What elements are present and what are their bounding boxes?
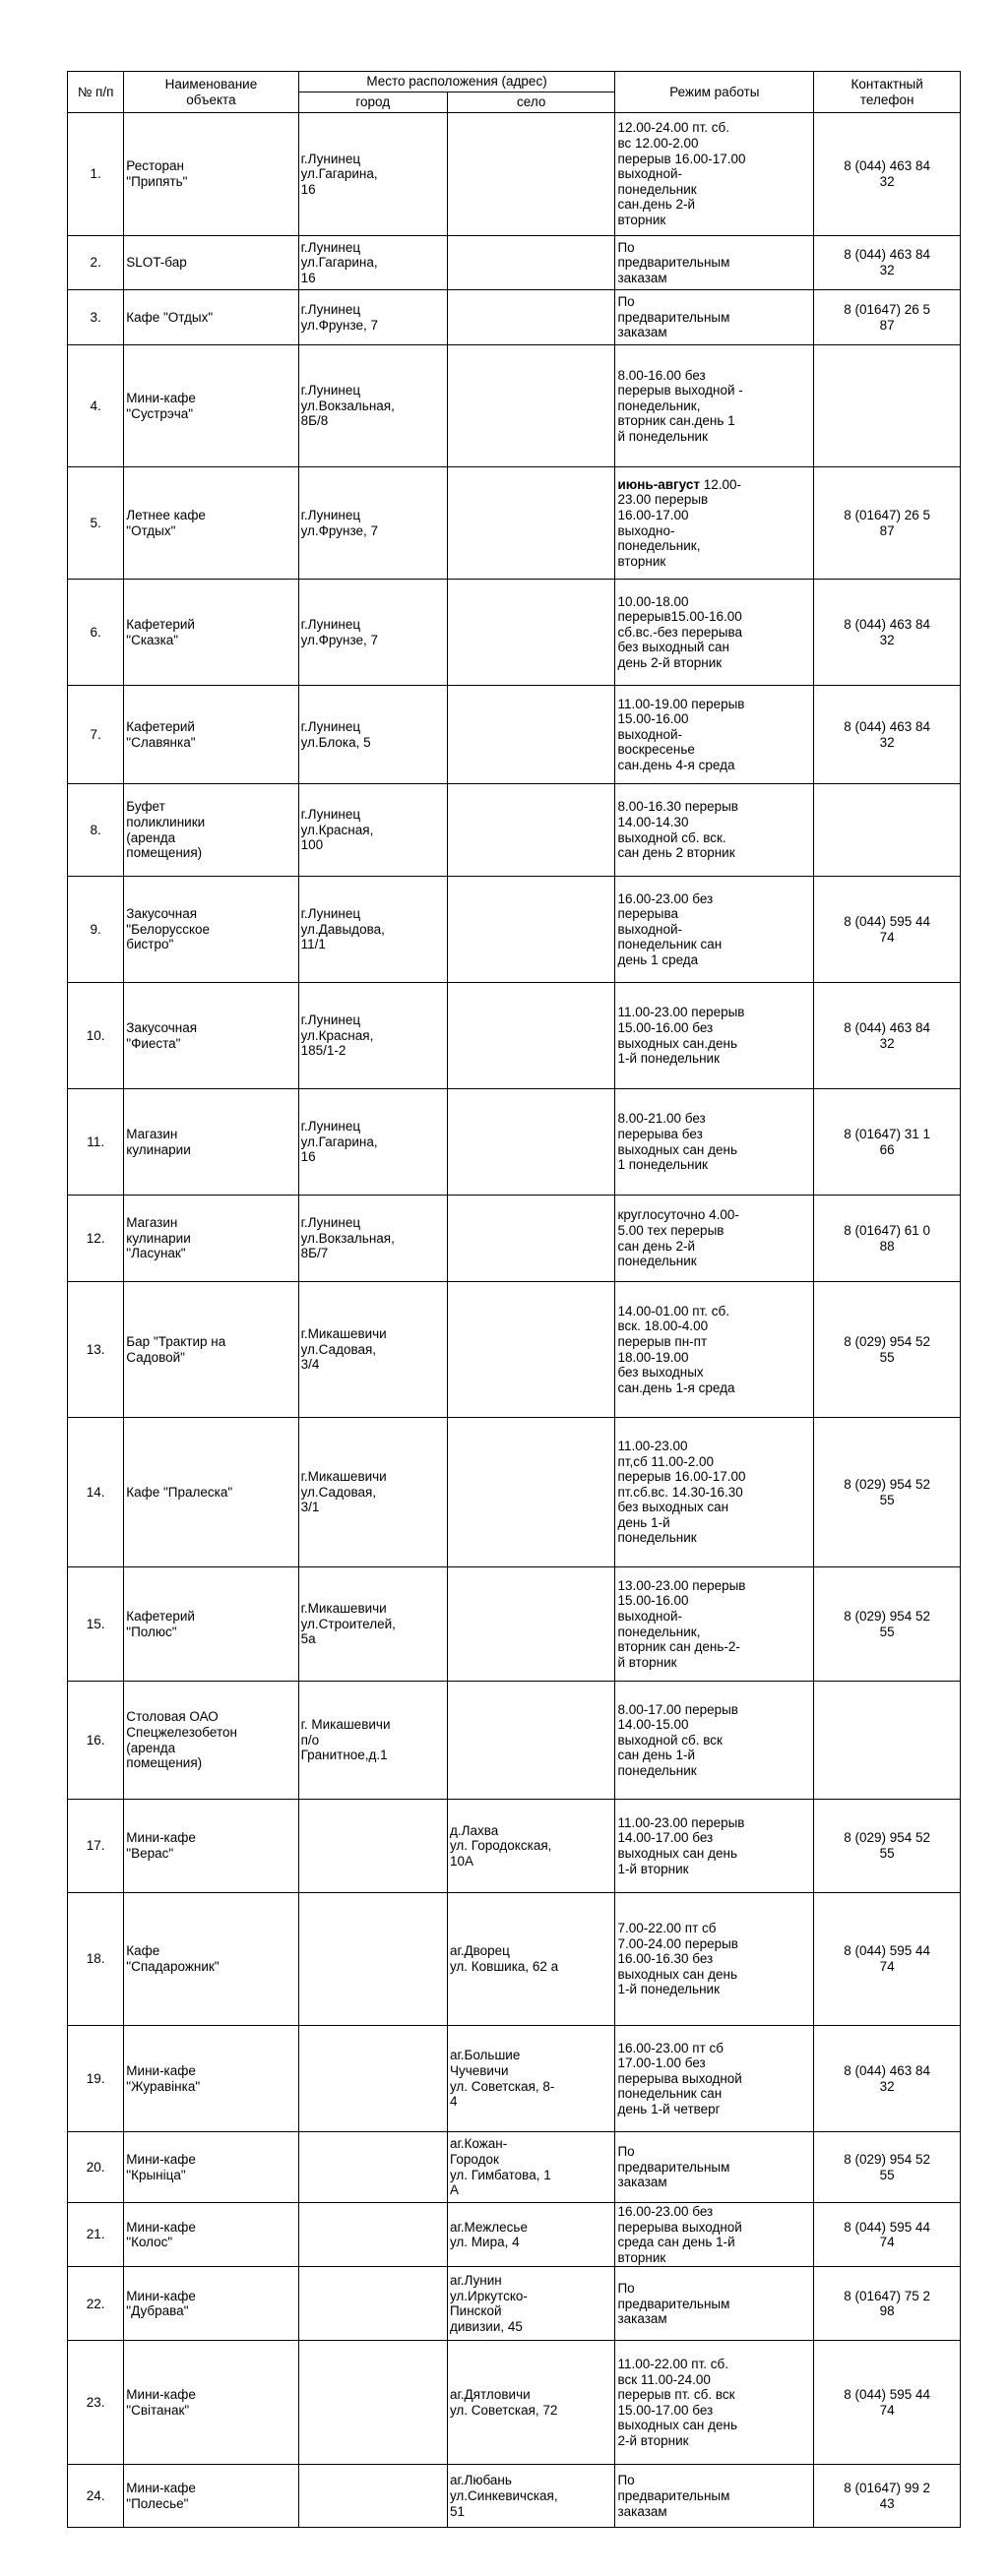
cell-schedule <box>615 877 814 983</box>
cell-village <box>447 686 615 784</box>
cell-village <box>447 113 615 236</box>
cell-num: 7. <box>68 686 124 784</box>
table-row <box>68 1567 961 1682</box>
cell-schedule <box>615 2465 814 2528</box>
cell-name: Мини-кафе "Верас" <box>124 1800 298 1893</box>
cell-village <box>447 1282 615 1418</box>
cell-num: 1. <box>68 113 124 236</box>
cell-city: г.Лунинец ул.Давыдова, 11/1 <box>298 877 447 983</box>
cell-name: Мини-кафе "Крыніца" <box>124 2132 298 2203</box>
cell-name: Мини-кафе "Колос" <box>124 2203 298 2267</box>
schedule-text: По предварительным заказам <box>617 294 730 340</box>
cell-name: Закусочная "Белорусское бистро" <box>124 877 298 983</box>
table-row <box>68 2203 961 2267</box>
cell-schedule <box>615 2341 814 2465</box>
header-schedule: Режим работы <box>615 72 814 113</box>
cell-num: 5. <box>68 467 124 580</box>
cell-village: д.Лахва ул. Городокская, 10А <box>447 1800 615 1893</box>
cell-phone: 8 (044) 595 44 74 <box>814 877 961 983</box>
cell-schedule <box>615 467 814 580</box>
cell-num: 9. <box>68 877 124 983</box>
cell-village <box>447 1567 615 1682</box>
cell-schedule <box>615 1567 814 1682</box>
cell-schedule <box>615 113 814 236</box>
cell-village <box>447 236 615 290</box>
cell-name: Магазин кулинарии <box>124 1089 298 1196</box>
cell-schedule <box>615 1800 814 1893</box>
schedule-text: По предварительным заказам <box>617 2144 730 2190</box>
cell-village <box>447 580 615 686</box>
cell-phone: 8 (01647) 61 0 88 <box>814 1196 961 1282</box>
schedule-text: 11.00-23.00 перерыв 14.00-17.00 без выходных сан день 1-й вторник <box>617 1814 745 1876</box>
schedule-season: июнь-август <box>617 476 700 492</box>
cell-num: 20. <box>68 2132 124 2203</box>
cell-phone: 8 (044) 595 44 74 <box>814 2341 961 2465</box>
cell-name: Столовая ОАО Спецжелезобетон (аренда помещения) <box>124 1682 298 1800</box>
cell-schedule <box>615 784 814 877</box>
cell-village: аг.Большие Чучевичи ул. Советская, 8- 4 <box>447 2026 615 2132</box>
schedule-text: 16.00-23.00 пт сб 17.00-1.00 без перерыва выходной понедельник сан день 1-й четверг <box>617 2040 742 2116</box>
table-row <box>68 1196 961 1282</box>
cell-num: 3. <box>68 290 124 345</box>
cell-num: 19. <box>68 2026 124 2132</box>
cell-name: Мини-кафе "Світанак" <box>124 2341 298 2465</box>
cell-village <box>447 983 615 1089</box>
table-row <box>68 2132 961 2203</box>
cell-phone: 8 (029) 954 52 55 <box>814 2132 961 2203</box>
cell-name: Мини-кафе "Полесье" <box>124 2465 298 2528</box>
cell-city: г.Лунинец ул.Гагарина, 16 <box>298 1089 447 1196</box>
cell-city <box>298 2132 447 2203</box>
cell-num: 2. <box>68 236 124 290</box>
cell-phone: 8 (01647) 75 2 98 <box>814 2267 961 2341</box>
table-row <box>68 113 961 236</box>
cell-city <box>298 2267 447 2341</box>
schedule-text: 10.00-18.00 перерыв15.00-16.00 сб.вс.-без перерыва без выходный сан день 2-й вторник <box>617 593 743 670</box>
schedule-text: 11.00-23.00 пт,сб 11.00-2.00 перерыв 16.00-17.00 пт.сб.вс. 14.30-16.30 без выходных сан день 1-й понедельник <box>617 1438 746 1546</box>
cell-name: Мини-кафе "Журавінка" <box>124 2026 298 2132</box>
cell-village <box>447 1418 615 1567</box>
table-row <box>68 290 961 345</box>
schedule-text: 11.00-23.00 перерыв 15.00-16.00 без выходных сан.день 1-й понедельник <box>617 1005 745 1067</box>
header-city: город <box>298 92 447 113</box>
cell-village: аг.Дворец ул. Ковшика, 62 а <box>447 1893 615 2026</box>
cell-name: Летнее кафе "Отдых" <box>124 467 298 580</box>
table-row <box>68 345 961 467</box>
cell-schedule <box>615 580 814 686</box>
table-row <box>68 1282 961 1418</box>
cell-schedule <box>615 2203 814 2267</box>
cell-schedule <box>615 1893 814 2026</box>
schedule-text: По предварительным заказам <box>617 2473 730 2519</box>
table-row <box>68 2341 961 2465</box>
header-row <box>68 72 961 92</box>
cell-num: 6. <box>68 580 124 686</box>
cell-name: Ресторан "Припять" <box>124 113 298 236</box>
cell-village: аг.Любань ул.Синкевичская, 51 <box>447 2465 615 2528</box>
cell-name: Кафетерий "Славянка" <box>124 686 298 784</box>
cell-name: Кафе "Спадарожник" <box>124 1893 298 2026</box>
cell-num: 11. <box>68 1089 124 1196</box>
cell-num: 15. <box>68 1567 124 1682</box>
cell-schedule <box>615 2267 814 2341</box>
cell-phone <box>814 1682 961 1800</box>
table-row <box>68 2026 961 2132</box>
cell-phone: 8 (044) 463 84 32 <box>814 983 961 1089</box>
cell-num: 17. <box>68 1800 124 1893</box>
cell-city: г.Лунинец ул.Блока, 5 <box>298 686 447 784</box>
cell-village <box>447 1089 615 1196</box>
cell-num: 14. <box>68 1418 124 1567</box>
cell-name: Кафетерий "Сказка" <box>124 580 298 686</box>
cell-num: 13. <box>68 1282 124 1418</box>
schedule-text: По предварительным заказам <box>617 2280 730 2327</box>
cell-city: г.Лунинец ул.Фрунзе, 7 <box>298 580 447 686</box>
schedule-text: 13.00-23.00 перерыв 15.00-16.00 выходной- понедельник, вторник сан день-2- й вторник <box>617 1577 746 1670</box>
schedule-text: круглосуточно 4.00- 5.00 тех перерыв сан день 2-й понедельник <box>617 1207 739 1269</box>
cell-phone: 8 (029) 954 52 55 <box>814 1567 961 1682</box>
cell-num: 18. <box>68 1893 124 2026</box>
cell-phone: 8 (044) 595 44 74 <box>814 1893 961 2026</box>
cell-phone: 8 (029) 954 52 55 <box>814 1282 961 1418</box>
cell-schedule <box>615 686 814 784</box>
cell-city: г.Микашевичи ул.Садовая, 3/1 <box>298 1418 447 1567</box>
table-row <box>68 686 961 784</box>
cell-schedule <box>615 345 814 467</box>
cell-num: 21. <box>68 2203 124 2267</box>
cell-phone: 8 (044) 463 84 32 <box>814 113 961 236</box>
cell-schedule <box>615 2132 814 2203</box>
cell-name: Кафе "Пралеска" <box>124 1418 298 1567</box>
cell-phone: 8 (044) 463 84 32 <box>814 236 961 290</box>
cell-schedule <box>615 1282 814 1418</box>
schedule-text: 11.00-22.00 пт. сб. вск 11.00-24.00 перерыв пт. сб. вск 15.00-17.00 без выходных сан день 2-й вторник <box>617 2357 738 2449</box>
cell-city: г.Лунинец ул.Гагарина, 16 <box>298 113 447 236</box>
schedule-text: 12.00- 23.00 перерыв 16.00-17.00 выходно- понедельник, вторник <box>617 476 741 569</box>
cell-name: Мини-кафе "Дубрава" <box>124 2267 298 2341</box>
cell-village: аг.Дятловичи ул. Советская, 72 <box>447 2341 615 2465</box>
header-num: № п/п <box>68 72 124 113</box>
schedule-text: 12.00-24.00 пт. сб. вс 12.00-2.00 перерыв 16.00-17.00 выходной- понедельник сан.день 2-й вторник <box>617 120 746 227</box>
schedule-text: 8.00-16.30 перерыв 14.00-14.30 выходной сб. вск. сан день 2 вторник <box>617 799 738 861</box>
table-row <box>68 467 961 580</box>
cell-village <box>447 877 615 983</box>
cell-city: г.Лунинец ул.Фрунзе, 7 <box>298 467 447 580</box>
cell-city: г.Лунинец ул.Красная, 100 <box>298 784 447 877</box>
cell-village <box>447 467 615 580</box>
table-row <box>68 1800 961 1893</box>
header-village: село <box>447 92 615 113</box>
cell-city: г.Микашевичи ул.Садовая, 3/4 <box>298 1282 447 1418</box>
cell-name: Магазин кулинарии "Ласунак" <box>124 1196 298 1282</box>
schedule-text: По предварительным заказам <box>617 239 730 285</box>
table-row <box>68 2267 961 2341</box>
cell-village <box>447 345 615 467</box>
cell-name: SLOT-бар <box>124 236 298 290</box>
table-row <box>68 1089 961 1196</box>
cell-schedule <box>615 1418 814 1567</box>
cell-num: 24. <box>68 2465 124 2528</box>
table-row <box>68 1893 961 2026</box>
cell-num: 4. <box>68 345 124 467</box>
table-row <box>68 877 961 983</box>
cell-schedule <box>615 983 814 1089</box>
table-row <box>68 784 961 877</box>
cell-city <box>298 2465 447 2528</box>
cell-city <box>298 2026 447 2132</box>
cell-city: г.Лунинец ул.Красная, 185/1-2 <box>298 983 447 1089</box>
cell-schedule <box>615 1196 814 1282</box>
cell-name: Закусочная "Фиеста" <box>124 983 298 1089</box>
cell-city <box>298 1893 447 2026</box>
cell-name: Кафетерий "Полюс" <box>124 1567 298 1682</box>
cell-num: 8. <box>68 784 124 877</box>
cell-phone <box>814 784 961 877</box>
cell-num: 22. <box>68 2267 124 2341</box>
schedule-text: 8.00-17.00 перерыв 14.00-15.00 выходной сб. вск сан день 1-й понедельник <box>617 1701 738 1778</box>
cell-name: Кафе "Отдых" <box>124 290 298 345</box>
cell-phone: 8 (029) 954 52 55 <box>814 1418 961 1567</box>
cell-schedule <box>615 290 814 345</box>
cell-city: г.Лунинец ул.Вокзальная, 8Б/8 <box>298 345 447 467</box>
cell-phone <box>814 345 961 467</box>
table-row <box>68 580 961 686</box>
cell-village <box>447 784 615 877</box>
cell-phone: 8 (01647) 26 5 87 <box>814 290 961 345</box>
cell-phone: 8 (044) 463 84 32 <box>814 686 961 784</box>
cell-phone: 8 (044) 463 84 32 <box>814 580 961 686</box>
cell-phone: 8 (01647) 31 1 66 <box>814 1089 961 1196</box>
cell-name: Бар "Трактир на Садовой" <box>124 1282 298 1418</box>
schedule-text: 8.00-16.00 без перерыв выходной - понедельник, вторник сан.день 1 й понедельник <box>617 367 743 444</box>
cell-village: аг.Кожан- Городок ул. Гимбатова, 1 А <box>447 2132 615 2203</box>
table-row <box>68 1418 961 1567</box>
cell-name: Мини-кафе "Сустрэча" <box>124 345 298 467</box>
cell-phone: 8 (01647) 99 2 43 <box>814 2465 961 2528</box>
cell-phone: 8 (044) 463 84 32 <box>814 2026 961 2132</box>
table-row <box>68 1682 961 1800</box>
cell-num: 23. <box>68 2341 124 2465</box>
cell-phone: 8 (029) 954 52 55 <box>814 1800 961 1893</box>
schedule-text: 8.00-21.00 без перерыва без выходных сан день 1 понедельник <box>617 1111 738 1173</box>
cell-num: 16. <box>68 1682 124 1800</box>
header-phone: Контактный телефон <box>814 72 961 113</box>
schedule-text: 7.00-22.00 пт сб 7.00-24.00 перерыв 16.00-16.30 без выходных сан день 1-й понедельник <box>617 1921 738 1997</box>
cell-city <box>298 1800 447 1893</box>
cell-city: г. Микашевичи п/о Гранитное,д.1 <box>298 1682 447 1800</box>
cell-city: г.Лунинец ул.Вокзальная, 8Б/7 <box>298 1196 447 1282</box>
cell-city <box>298 2341 447 2465</box>
cell-schedule <box>615 2026 814 2132</box>
cell-city <box>298 2203 447 2267</box>
table-row <box>68 983 961 1089</box>
cell-name: Буфет поликлиники (аренда помещения) <box>124 784 298 877</box>
cell-village <box>447 1196 615 1282</box>
cell-village: аг.Лунин ул.Иркутско- Пинской дивизии, 45 <box>447 2267 615 2341</box>
header-location: Место расположения (адрес) <box>298 72 615 92</box>
cell-phone: 8 (044) 595 44 74 <box>814 2203 961 2267</box>
header-name: Наименование объекта <box>124 72 298 113</box>
schedule-text: 16.00-23.00 без перерыва выходной- понедельник сан день 1 среда <box>617 890 723 967</box>
cell-city: г.Лунинец ул.Фрунзе, 7 <box>298 290 447 345</box>
schedule-text: 14.00-01.00 пт. сб. вск. 18.00-4.00 перерыв пн-пт 18.00-19.00 без выходных сан.день 1-я среда <box>617 1303 735 1395</box>
cell-phone: 8 (01647) 26 5 87 <box>814 467 961 580</box>
cell-schedule <box>615 1089 814 1196</box>
cell-schedule <box>615 236 814 290</box>
establishments-table <box>67 71 961 2528</box>
cell-city: г.Лунинец ул.Гагарина, 16 <box>298 236 447 290</box>
table-row <box>68 2465 961 2528</box>
table-row <box>68 236 961 290</box>
cell-village <box>447 1682 615 1800</box>
cell-num: 12. <box>68 1196 124 1282</box>
cell-village: аг.Межлесье ул. Мира, 4 <box>447 2203 615 2267</box>
schedule-text: 16.00-23.00 без перерыва выходной среда сан день 1-й вторник <box>617 2204 742 2265</box>
cell-num: 10. <box>68 983 124 1089</box>
schedule-text: 11.00-19.00 перерыв 15.00-16.00 выходной- воскресенье сан.день 4-я среда <box>617 696 745 772</box>
cell-schedule <box>615 1682 814 1800</box>
cell-city: г.Микашевичи ул.Строителей, 5а <box>298 1567 447 1682</box>
cell-village <box>447 290 615 345</box>
